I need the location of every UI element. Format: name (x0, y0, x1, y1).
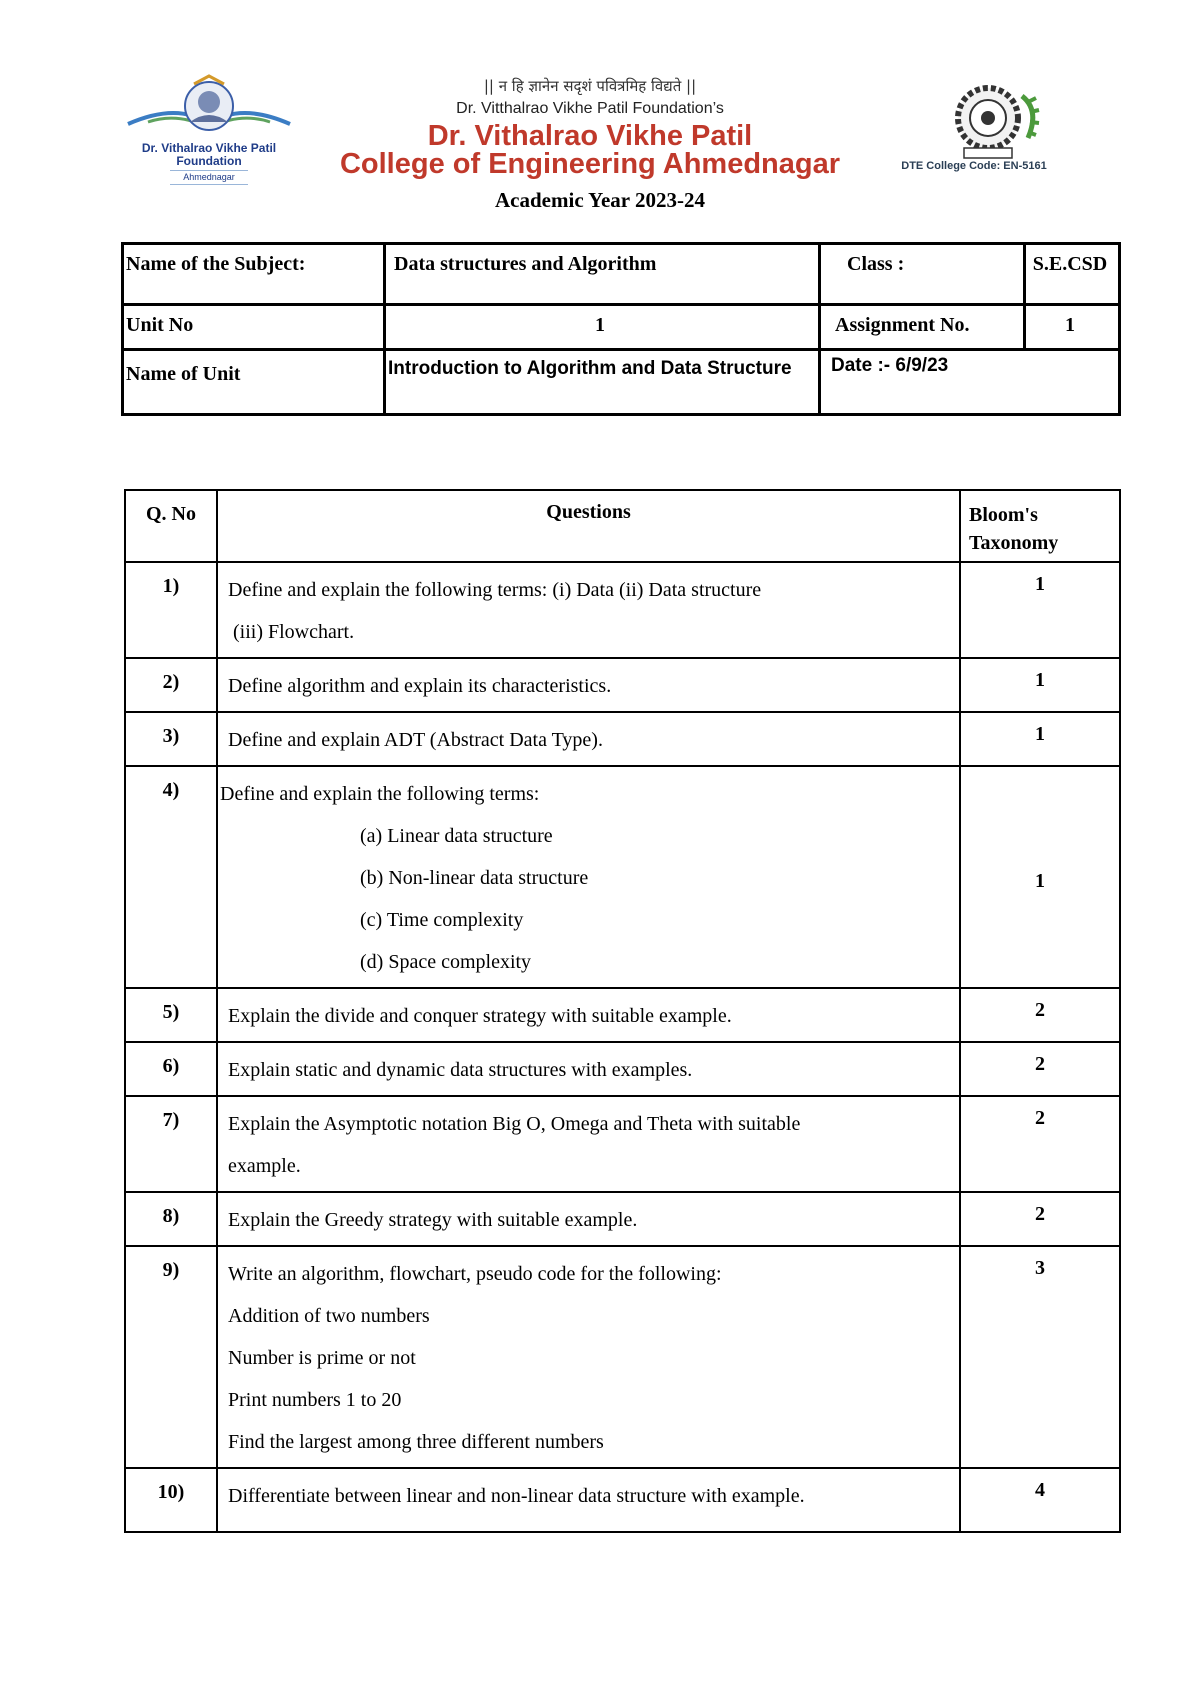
header-bloom: Bloom's Taxonomy (960, 490, 1120, 562)
header-qno: Q. No (125, 490, 217, 562)
question-text (217, 766, 960, 988)
question-text (217, 712, 960, 766)
unit-no-value: 1 (385, 305, 820, 350)
bloom-level: 2 (960, 1096, 1120, 1192)
foundation-logo-city: Ahmednagar (170, 170, 248, 185)
question-row (125, 1192, 1120, 1246)
bloom-level: 2 (960, 1192, 1120, 1246)
question-row (125, 712, 1120, 766)
question-line: example. (228, 1155, 301, 1177)
question-number: 3) (125, 712, 217, 766)
question-row (125, 1468, 1120, 1532)
bloom-level: 1 (960, 658, 1120, 712)
foundation-name: Dr. Vitthalrao Vikhe Patil Foundation’s (456, 100, 724, 117)
question-line: Number is prime or not (228, 1347, 416, 1369)
question-row (125, 658, 1120, 712)
letterhead (0, 0, 1200, 230)
college-seal-icon (944, 82, 1048, 162)
question-row (125, 766, 1120, 988)
academic-year: Academic Year 2023-24 (495, 188, 705, 212)
question-row (125, 1096, 1120, 1192)
question-row (125, 562, 1120, 658)
question-line: Explain static and dynamic data structures with examples. (228, 1059, 693, 1081)
class-label: Class : (820, 244, 1025, 305)
question-subitem: (d) Space complexity (360, 951, 532, 973)
question-text (217, 1246, 960, 1468)
question-text (217, 1192, 960, 1246)
bloom-level: 4 (960, 1468, 1120, 1532)
question-subitem: (b) Non-linear data structure (360, 867, 589, 889)
question-number: 10) (125, 1468, 217, 1532)
question-line: Define and explain ADT (Abstract Data Type). (228, 729, 603, 751)
assignment-no-value: 1 (1025, 305, 1120, 350)
college-name-line1: Dr. Vithalrao Vikhe Patil (427, 120, 753, 152)
bloom-level: 2 (960, 1042, 1120, 1096)
question-text (217, 1042, 960, 1096)
dte-college-code: DTE College Code: EN-5161 (901, 160, 1047, 172)
question-number: 2) (125, 658, 217, 712)
questions-body (125, 562, 1120, 1532)
question-number: 4) (125, 766, 217, 988)
question-line: Define and explain the following terms: (220, 783, 540, 805)
date: Date :- 6/9/23 (820, 350, 1120, 415)
question-number: 6) (125, 1042, 217, 1096)
question-number: 7) (125, 1096, 217, 1192)
info-row (123, 350, 1120, 415)
info-row (123, 244, 1120, 305)
questions-table (124, 489, 1121, 1533)
bloom-level: 2 (960, 988, 1120, 1042)
header-questions: Questions (217, 490, 960, 562)
bloom-level: 1 (960, 712, 1120, 766)
question-number: 8) (125, 1192, 217, 1246)
motto: || न हि ज्ञानेन सदृशं पवित्रमिह विद्यते || (483, 77, 697, 95)
assignment-info-table (121, 242, 1121, 416)
bloom-level: 3 (960, 1246, 1120, 1468)
foundation-logo-name: Dr. Vithalrao Vikhe Patil Foundation (141, 141, 277, 168)
question-line: Addition of two numbers (228, 1305, 430, 1327)
questions-header-row (125, 490, 1120, 562)
question-text (217, 562, 960, 658)
question-line: (iii) Flowchart. (228, 621, 355, 643)
question-row (125, 1246, 1120, 1468)
question-line: Explain the Greedy strategy with suitable example. (228, 1209, 638, 1231)
question-text (217, 1096, 960, 1192)
question-line: Define algorithm and explain its characteristics. (228, 675, 612, 697)
question-line: Differentiate between linear and non-linear data structure with example. (228, 1485, 805, 1507)
question-line: Write an algorithm, flowchart, pseudo code for the following: (228, 1263, 722, 1285)
question-number: 1) (125, 562, 217, 658)
question-text (217, 988, 960, 1042)
question-line: Explain the Asymptotic notation Big O, Omega and Theta with suitable (228, 1113, 801, 1135)
info-row (123, 305, 1120, 350)
question-number: 9) (125, 1246, 217, 1468)
unit-name-label: Name of Unit (123, 350, 385, 415)
unit-no-label: Unit No (123, 305, 385, 350)
bloom-level: 1 (960, 562, 1120, 658)
bloom-level: 1 (960, 766, 1120, 988)
subject-label: Name of the Subject: (123, 244, 385, 305)
question-line: Define and explain the following terms: (i) Data (ii) Data structure (228, 579, 762, 601)
question-line: Print numbers 1 to 20 (228, 1389, 402, 1411)
foundation-logo (118, 72, 300, 186)
question-line: Explain the divide and conquer strategy with suitable example. (228, 1005, 732, 1027)
question-row (125, 1042, 1120, 1096)
assignment-no-label: Assignment No. (820, 305, 1025, 350)
class-value: S.E.CSD (1025, 244, 1120, 305)
question-text (217, 1468, 960, 1532)
college-name-line2: College of Engineering Ahmednagar (339, 148, 841, 180)
subject-value: Data structures and Algorithm (385, 244, 820, 305)
question-line: Find the largest among three different numbers (228, 1431, 604, 1453)
question-subitem: (c) Time complexity (360, 909, 524, 931)
question-number: 5) (125, 988, 217, 1042)
question-text (217, 658, 960, 712)
unit-name-value: Introduction to Algorithm and Data Structure (385, 350, 820, 415)
question-row (125, 988, 1120, 1042)
question-subitem: (a) Linear data structure (360, 825, 553, 847)
